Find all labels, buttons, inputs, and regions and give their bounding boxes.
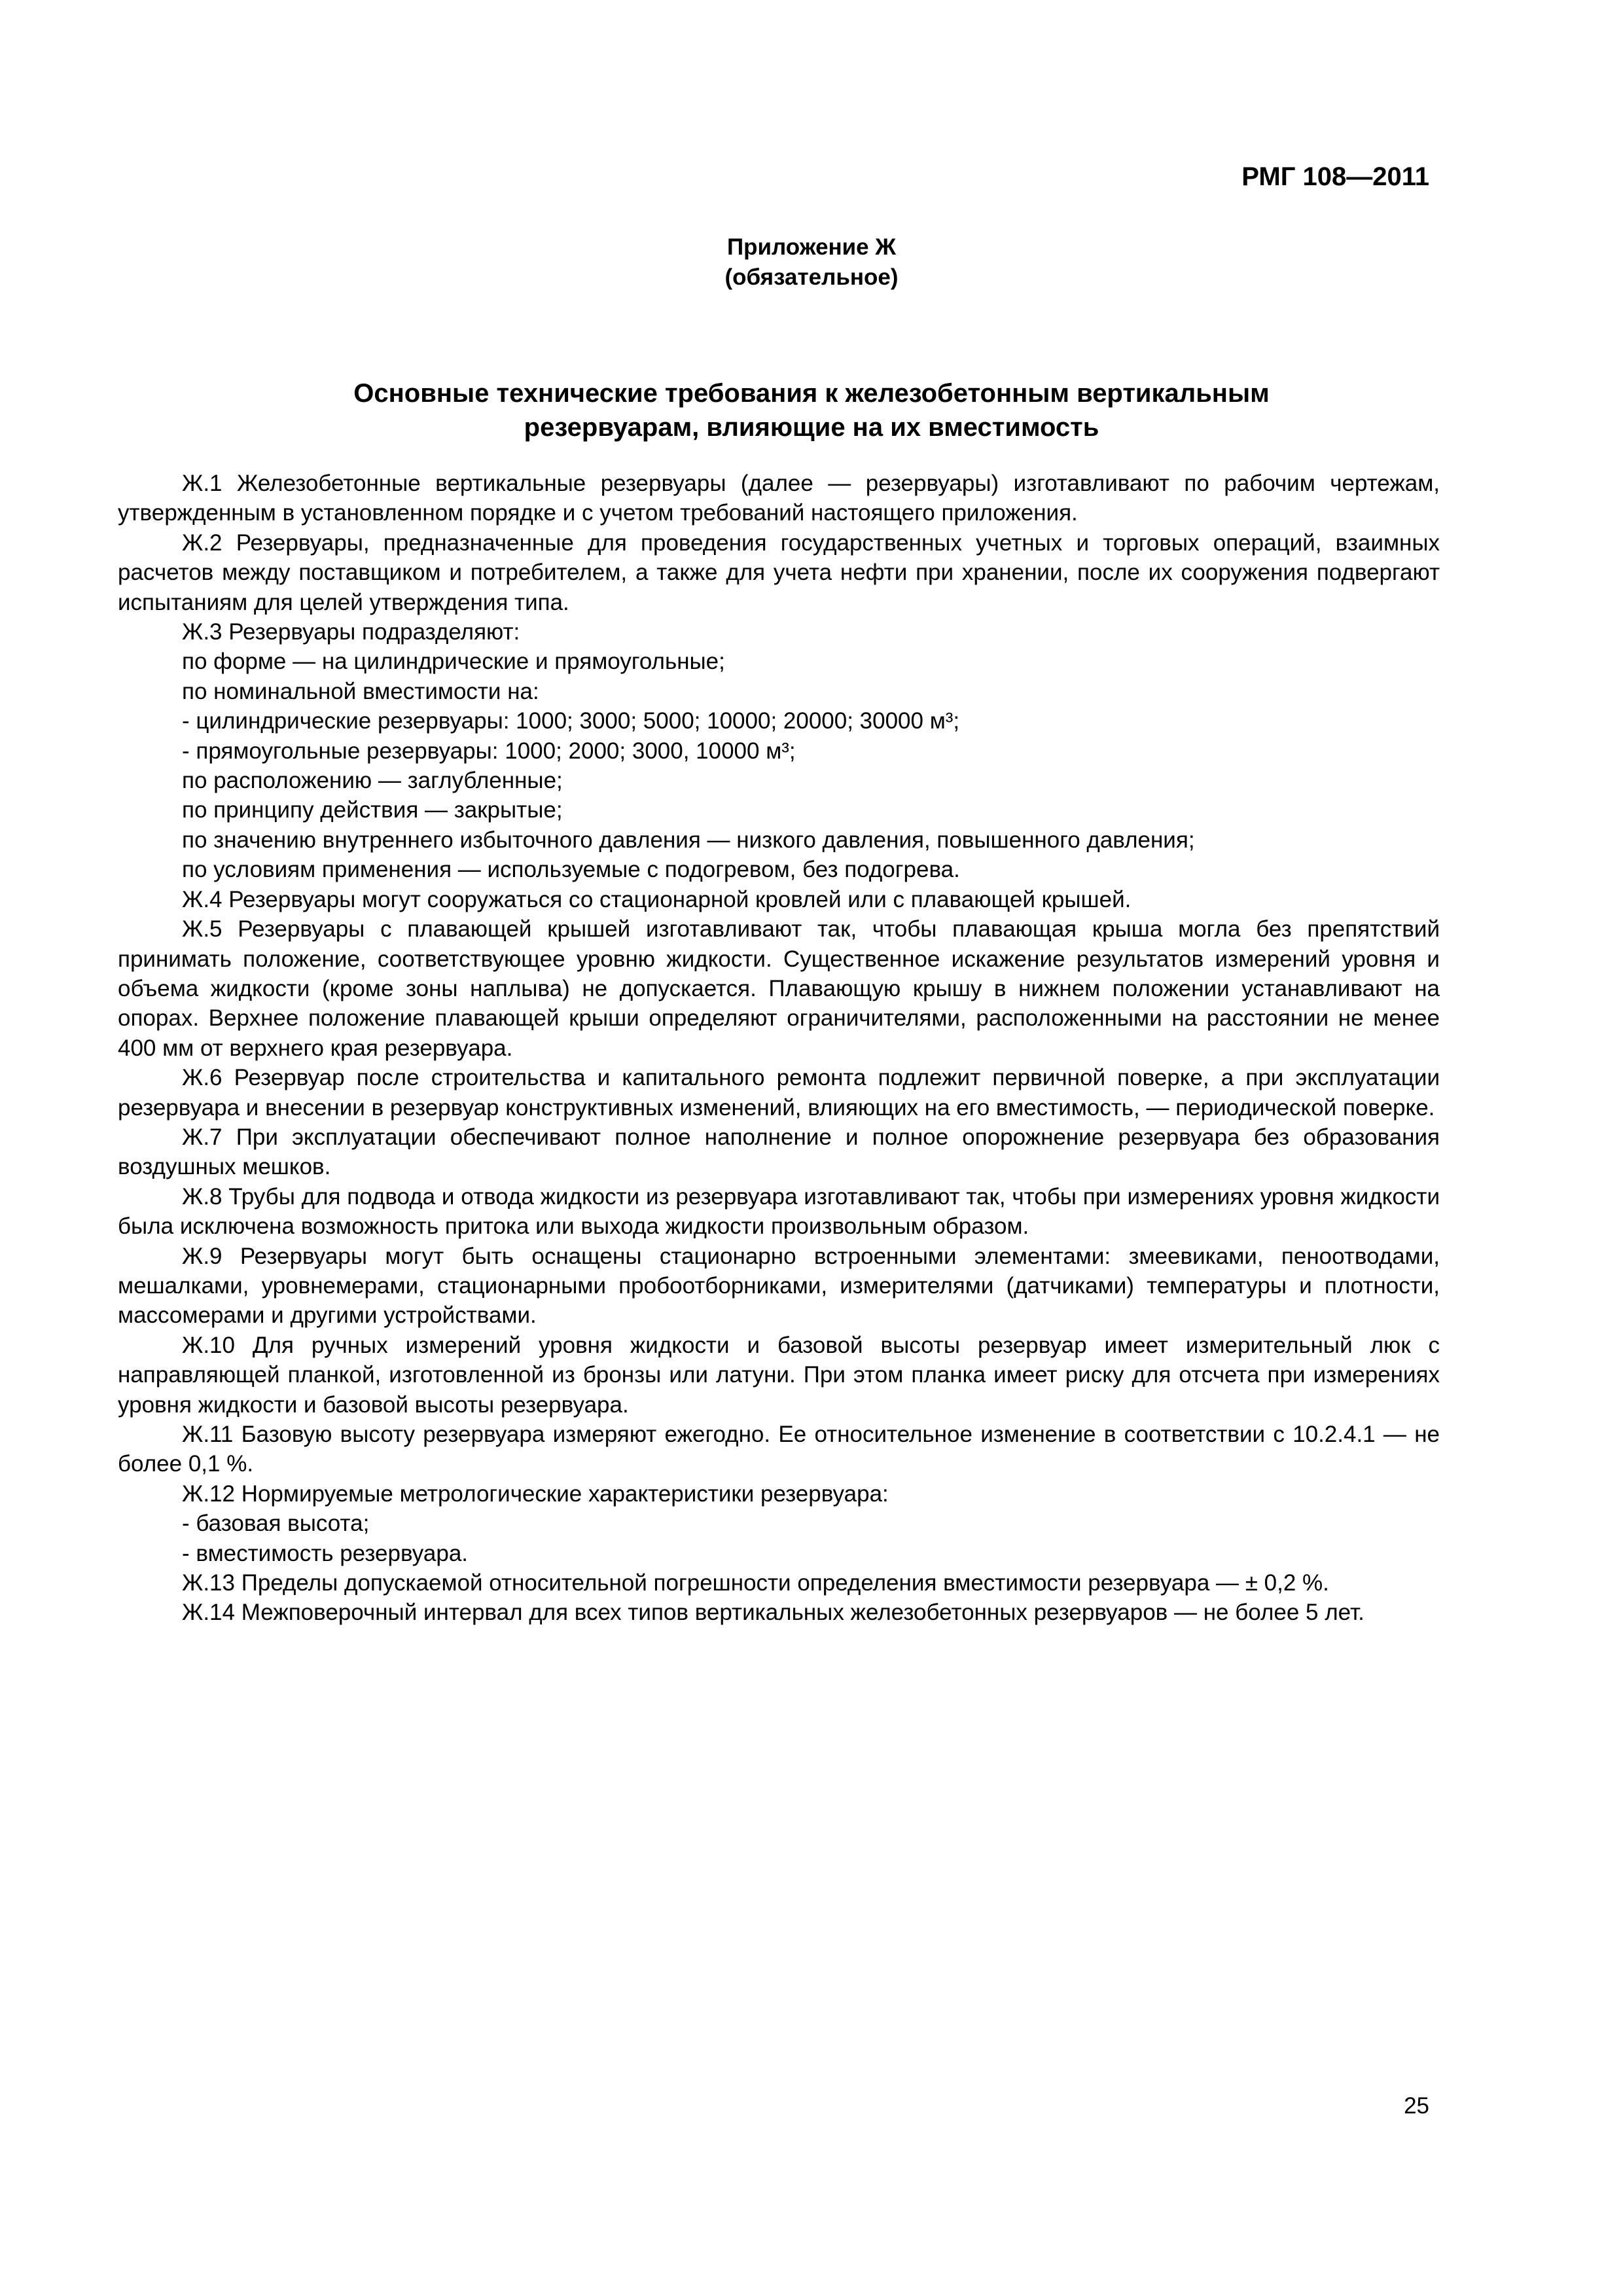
paragraph-zh12: Ж.12 Нормируемые метрологические характеристики резервуара: <box>182 1480 889 1507</box>
paragraph-zh13: Ж.13 Пределы допускаемой относительной погрешности определения вместимости резервуара — ± 0,2 %. <box>182 1570 1329 1596</box>
paragraph-zh3: Ж.3 Резервуары подразделяют: <box>182 619 520 645</box>
paragraph-zh8: Ж.8 Трубы для подвода и отвода жидкости из резервуара изготавливают так, чтобы при измерениях уровня жидкости была исключена возможность притока или выхода жидкости произвольным образом. <box>118 1183 1440 1240</box>
list-item-by-pressure: по значению внутреннего избыточного давления — низкого давления, повышенного давления; <box>182 827 1195 853</box>
document-code: РМГ 108—2011 <box>1241 162 1429 191</box>
paragraph-zh1: Ж.1 Железобетонные вертикальные резервуары (далее — резервуары) изготавливают по рабочим чертежам, утвержденным в установленном порядке и с учетом требований настоящего приложения. <box>118 471 1440 526</box>
paragraph-zh7: Ж.7 При эксплуатации обеспечивают полное наполнение и полное опорожнение резервуара без образования воздушных мешков. <box>118 1124 1440 1180</box>
section-title-line-2: резервуарам, влияющие на их вместимость <box>524 413 1099 442</box>
list-item-base-height: - базовая высота; <box>182 1511 370 1537</box>
list-item-by-principle: по принципу действия — закрытые; <box>182 797 563 823</box>
list-item-tank-capacity: - вместимость резервуара. <box>182 1540 469 1566</box>
section-title <box>0 376 1623 444</box>
paragraph-zh4: Ж.4 Резервуары могут сооружаться со стационарной кровлей или с плавающей крышей. <box>182 886 1132 912</box>
paragraph-zh14: Ж.14 Межповерочный интервал для всех типов вертикальных железобетонных резервуаров — не более 5 лет. <box>182 1600 1364 1626</box>
paragraph-zh10: Ж.10 Для ручных измерений уровня жидкости и базовой высоты резервуар имеет измерительный люк с направляющей планкой, изготовленной из бронзы или латуни. При этом планка имеет риску для отсчета при измерениях уровня жидкости и базовой высоты резервуара. <box>118 1332 1440 1418</box>
paragraph-zh5: Ж.5 Резервуары с плавающей крышей изготавливают так, чтобы плавающая крыша могла без препятствий принимать положение, соответствующее уровню жидкости. Существенное искажение результатов измерений уровня и объема жидкости (кроме зоны наплыва) не допускается. Плавающую крышу в нижнем положении устанавливают на опорах. Верхнее положение плавающей крыши определяют ограничителями, расположенными на расстоянии не менее 400 мм от верхнего края резервуара. <box>118 916 1440 1061</box>
list-item-by-conditions: по условиям применения — используемые с подогревом, без подогрева. <box>182 857 960 883</box>
paragraph-zh9: Ж.9 Резервуары могут быть оснащены стационарно встроенными элементами: змеевиками, пеноотводами, мешалками, уровнемерами, стационарными пробоотборниками, измерителями (датчиками) температуры и плотности, массомерами и другими устройствами. <box>118 1243 1440 1329</box>
paragraph-zh6: Ж.6 Резервуар после строительства и капитального ремонта подлежит первичной поверке, а при эксплуатации резервуара и внесении в резервуар конструктивных изменений, влияющих на его вместимость, — периодической поверке. <box>118 1065 1440 1121</box>
section-title-line-1: Основные технические требования к железобетонным вертикальным <box>353 379 1270 408</box>
list-item-by-location: по расположению — заглубленные; <box>182 768 563 794</box>
appendix-label: Приложение Ж <box>726 234 897 260</box>
list-item-by-capacity: по номинальной вместимости на: <box>182 678 539 704</box>
body-text <box>118 469 1440 1628</box>
paragraph-zh2: Ж.2 Резервуары, предназначенные для проведения государственных учетных и торговых операций, взаимных расчетов между поставщиком и потребителем, а также для учета нефти при хранении, после их сооружения подвергают испытаниям для целей утверждения типа. <box>118 529 1440 615</box>
list-item-cylindrical-capacities: - цилиндрические резервуары: 1000; 3000; 5000; 10000; 20000; 30000 м³; <box>182 708 960 734</box>
appendix-status: (обязательное) <box>724 264 899 290</box>
appendix-heading <box>0 232 1623 293</box>
list-item-rectangular-capacities: - прямоугольные резервуары: 1000; 2000; 3000, 10000 м³; <box>182 738 796 764</box>
list-item-by-shape: по форме — на цилиндрические и прямоугольные; <box>182 649 725 675</box>
paragraph-zh11: Ж.11 Базовую высоту резервуара измеряют ежегодно. Ее относительное изменение в соответствии с 10.2.4.1 — не более 0,1 %. <box>118 1422 1440 1477</box>
page-number: 25 <box>1404 2093 1429 2119</box>
